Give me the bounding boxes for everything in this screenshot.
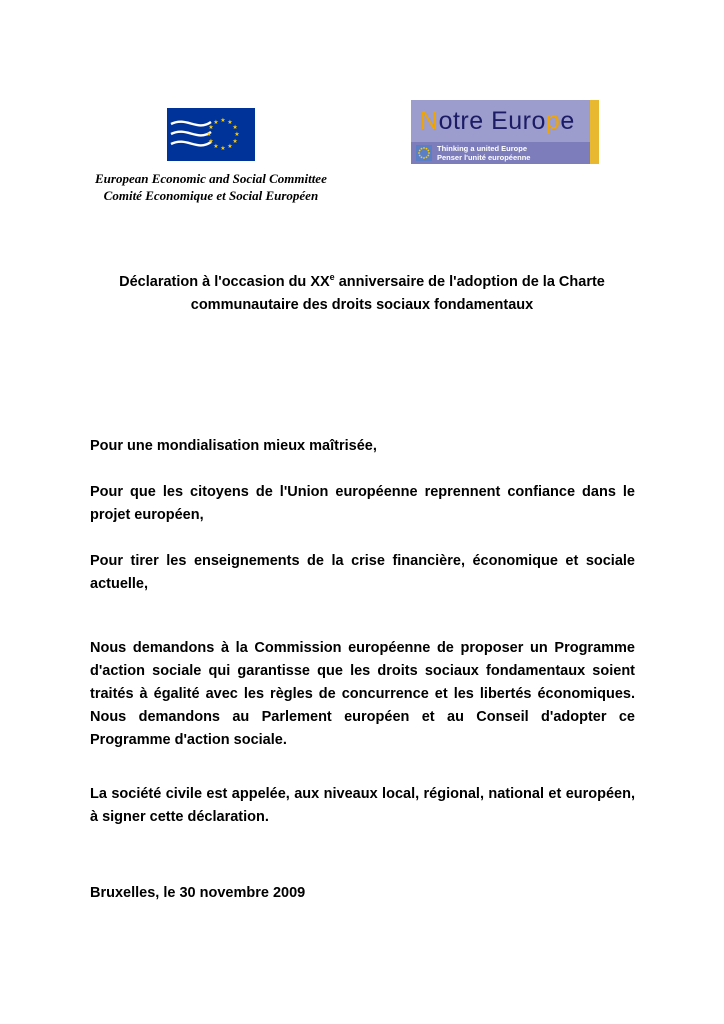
svg-text:★: ★ — [227, 119, 233, 126]
tagline-en: Thinking a united Europe — [437, 144, 527, 153]
eesc-name-fr: Comité Economique et Social Européen — [103, 188, 319, 203]
svg-text:★: ★ — [227, 144, 233, 151]
eesc-name — [95, 170, 327, 204]
eu-flag-icon — [416, 145, 432, 161]
paragraph-5: La société civile est appelée, aux niveaux local, régional, national et européen, à signer cette déclaration. — [90, 785, 635, 825]
svg-text:★: ★ — [213, 119, 219, 126]
title-superscript: e — [329, 272, 335, 282]
paragraph-1: Pour une mondialisation mieux maîtrisée, — [90, 437, 377, 454]
eesc-name-en: European Economic and Social Committee — [95, 171, 327, 186]
svg-text:★: ★ — [220, 146, 226, 152]
notre-europe-taglines — [437, 144, 530, 162]
document-title: Déclaration à l'occasion du XXe anniversaire de l'adoption de la Charte communautaire des droits sociaux fondamentaux — [119, 272, 605, 313]
eesc-logo — [167, 108, 255, 161]
notre-europe-tagline-strip — [411, 142, 590, 164]
svg-text:★: ★ — [206, 132, 212, 138]
notre-europe-gold-bar — [590, 100, 599, 164]
svg-text:★: ★ — [208, 125, 214, 131]
svg-text:★: ★ — [220, 118, 226, 124]
paragraph-4: Nous demandons à la Commission européenne de proposer un Programme d'action sociale qui garantisse que les droits sociaux fondamentaux soient traités à égalité avec les règles de concurrence et les libertés économiques. Nous demandons au Parlement européen et au Conseil d'adopter ce Programme d'action sociale. — [90, 639, 635, 748]
document-body — [90, 435, 635, 905]
date-line: Bruxelles, le 30 novembre 2009 — [90, 884, 306, 901]
svg-text:★: ★ — [232, 125, 238, 131]
notre-europe-logo — [411, 100, 599, 164]
paragraph-3: Pour tirer les enseignements de la crise financière, économique et sociale actuelle, — [90, 552, 635, 592]
paragraph-2: Pour que les citoyens de l'Union européenne reprennent confiance dans le projet européen, — [90, 483, 635, 523]
eesc-logo-block — [95, 100, 327, 204]
tagline-fr: Penser l'unité européenne — [437, 153, 531, 162]
svg-text:★: ★ — [234, 132, 240, 138]
logo-row — [0, 100, 724, 204]
svg-text:★: ★ — [213, 144, 219, 151]
notre-europe-wordmark: Notre Europe — [420, 106, 575, 135]
svg-text:★: ★ — [208, 139, 214, 145]
svg-text:★: ★ — [232, 139, 238, 145]
